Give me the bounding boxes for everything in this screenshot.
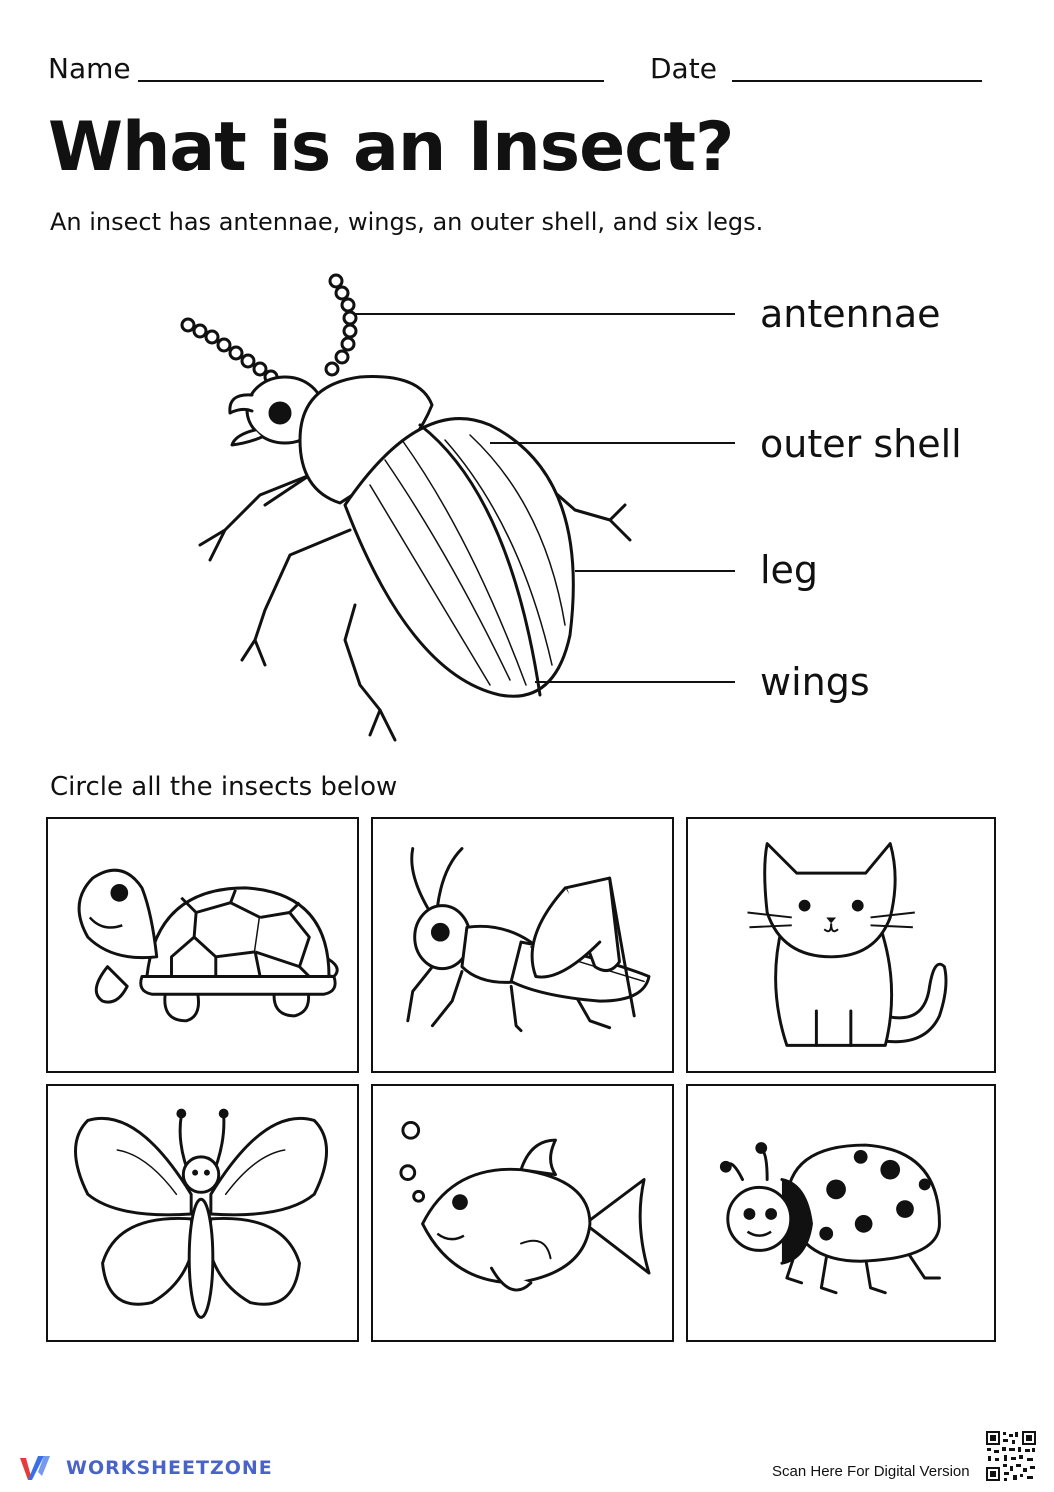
- animal-card-fish[interactable]: [371, 1084, 674, 1342]
- animal-card-grasshopper[interactable]: [371, 817, 674, 1073]
- date-label: Date: [650, 52, 717, 85]
- label-leg: leg: [760, 548, 819, 592]
- brand-name: WORKSHEETZONE: [66, 1457, 273, 1479]
- animal-card-ladybug[interactable]: [686, 1084, 996, 1342]
- label-antennae: antennae: [760, 292, 941, 336]
- butterfly-icon: [48, 1086, 357, 1340]
- turtle-icon: [48, 819, 357, 1071]
- animal-card-cat[interactable]: [686, 817, 996, 1073]
- name-field[interactable]: [138, 80, 604, 82]
- worksheetzone-logo-icon: [18, 1452, 56, 1484]
- name-label: Name: [48, 52, 131, 85]
- wings-leader: [535, 681, 735, 683]
- ladybug-icon: [688, 1086, 994, 1340]
- brand-logo[interactable]: [18, 1452, 273, 1484]
- antennae-leader: [355, 313, 735, 315]
- qr-code-icon[interactable]: [985, 1430, 1037, 1482]
- page-subtitle: An insect has antennae, wings, an outer shell, and six legs.: [50, 208, 764, 236]
- fish-icon: [373, 1086, 672, 1340]
- animal-card-butterfly[interactable]: [46, 1084, 359, 1342]
- outer-shell-leader: [490, 442, 735, 444]
- scan-caption: Scan Here For Digital Version: [772, 1463, 970, 1480]
- cat-icon: [688, 819, 994, 1071]
- label-wings: wings: [760, 660, 870, 704]
- page-title: What is an Insect?: [48, 108, 734, 187]
- label-outer-shell: outer shell: [760, 422, 962, 466]
- animal-card-turtle[interactable]: [46, 817, 359, 1073]
- antenna-right: [326, 275, 356, 375]
- antenna-left: [182, 319, 277, 383]
- grasshopper-icon: [373, 819, 672, 1071]
- date-field[interactable]: [732, 80, 982, 82]
- leg-leader: [575, 570, 735, 572]
- activity-prompt: Circle all the insects below: [50, 772, 398, 802]
